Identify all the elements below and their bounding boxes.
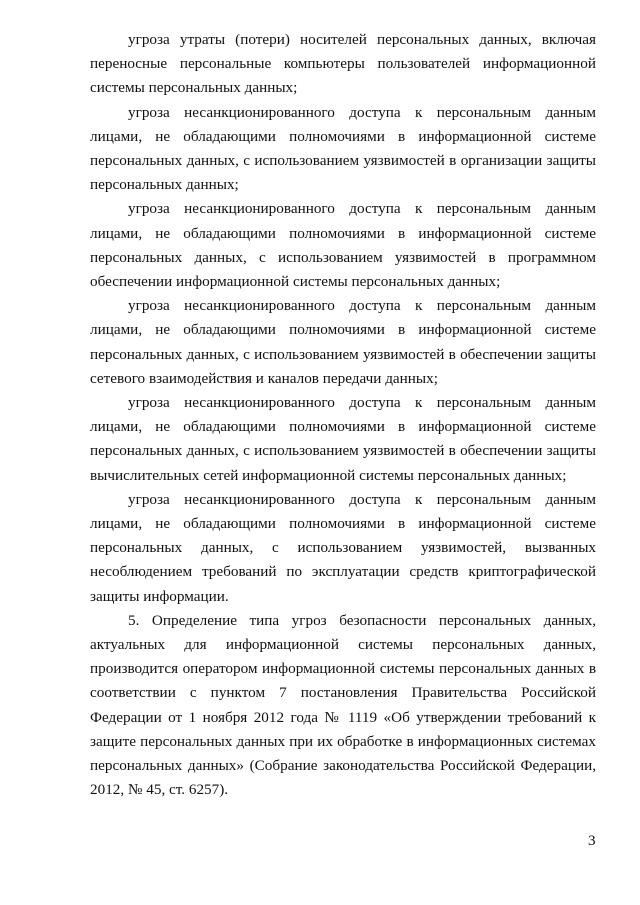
threat-network-vulnerabilities-paragraph: угроза несанкционированного доступа к персональным данным лицами, не обладающими полномочиями в информационной системе персональных данных, с использованием уязвимостей в обеспечении защиты сетевого взаимодействия и каналов передачи данных;	[90, 297, 596, 387]
threat-computing-networks-paragraph: угроза несанкционированного доступа к персональным данным лицами, не обладающими полномочиями в информационной системе персональных данных, с использованием уязвимостей в обеспечении защиты вычислительных сетей информационной системы персональных данных;	[90, 394, 596, 484]
threat-loss-of-media-paragraph: угроза утраты (потери) носителей персональных данных, включая переносные персональные компьютеры пользователей информационной системы персональных данных;	[90, 31, 596, 97]
document-body	[90, 28, 596, 803]
page-number: 3	[588, 832, 596, 849]
threat-software-vulnerabilities-paragraph: угроза несанкционированного доступа к персональным данным лицами, не обладающими полномочиями в информационной системе персональных данных, с использованием уязвимостей в программном обеспечении информационной системы персональных данных;	[90, 200, 596, 291]
threat-cryptography-paragraph: угроза несанкционированного доступа к персональным данным лицами, не обладающими полномочиями в информационной системе персональных данных, с использованием уязвимостей, вызванных несоблюдением требований по эксплуатации средств криптографической защиты информации.	[90, 490, 596, 605]
threat-organization-vulnerabilities-paragraph: угроза несанкционированного доступа к персональным данным лицами, не обладающими полномочиями в информационной системе персональных данных, с использованием уязвимостей в организации защиты персональных данных;	[90, 103, 596, 194]
section-5-paragraph: 5. Определение типа угроз безопасности персональных данных, актуальных для информационной системы персональных данных, производится оператором информационной системы персональных данных в соответствии с пунктом 7 постановления Правительства Российской Федерации от 1 ноября 2012 года № 1119 «Об утверждении требований к защите персональных данных при их обработке в информационных системах персональных данных» (Собрание законодательства Российской Федерации, 2012, № 45, ст. 6257).	[90, 611, 596, 799]
